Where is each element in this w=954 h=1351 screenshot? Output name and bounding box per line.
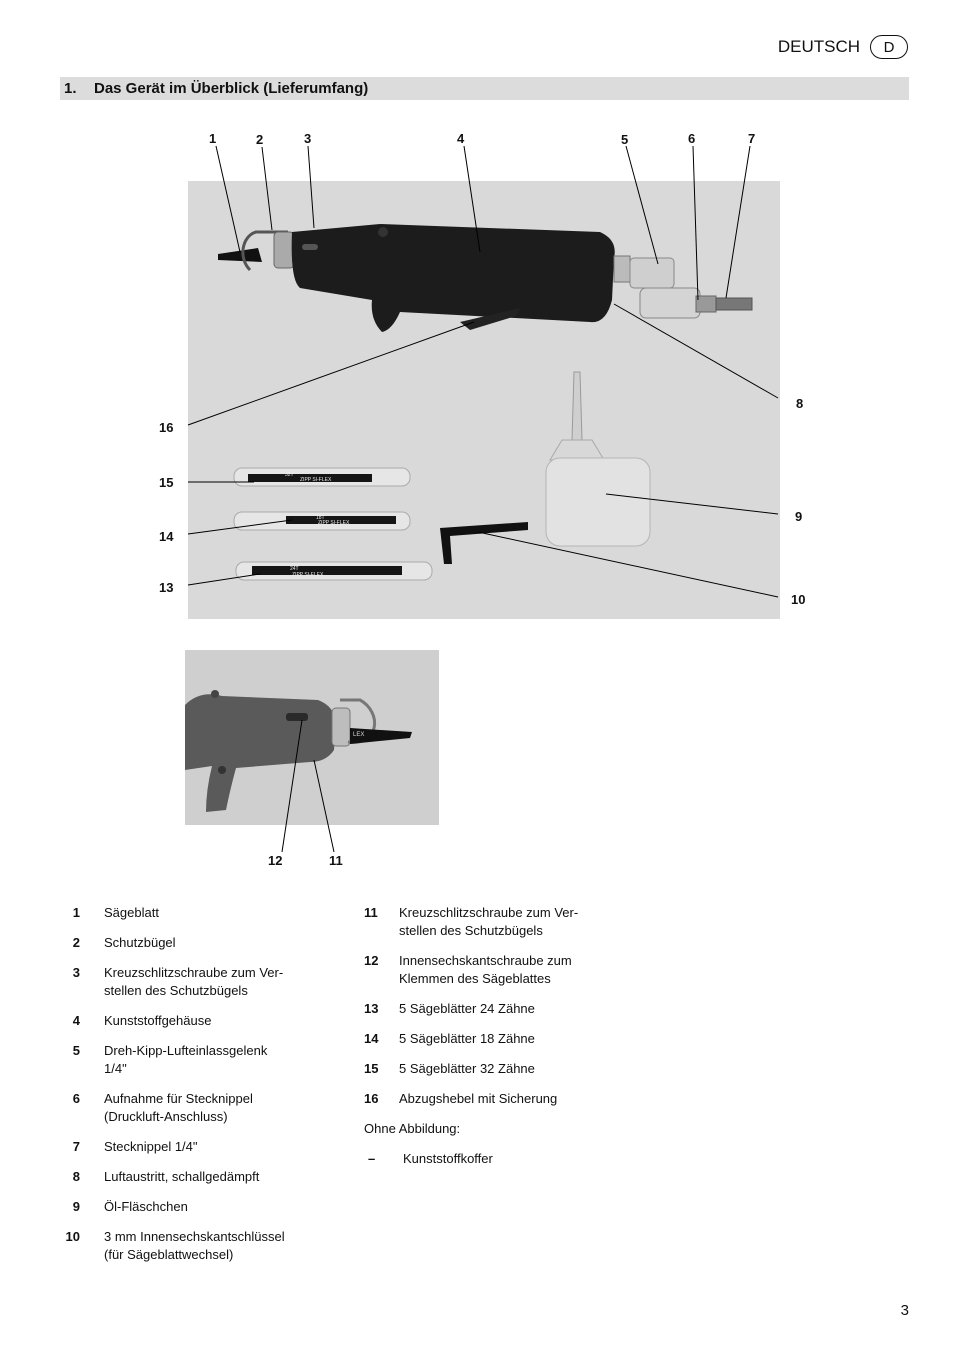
callout-3: 3 [304, 131, 312, 146]
legend-text: Innensechskantschraube zum Klemmen des Sägeblattes [399, 953, 572, 986]
housing-screw [378, 227, 388, 237]
legend-item [36, 1198, 326, 1216]
callout-5: 5 [621, 132, 629, 147]
legend-right [364, 904, 654, 1180]
legend-text: 5 Sägeblätter 32 Zähne [399, 1061, 535, 1076]
callout-14: 14 [159, 529, 174, 544]
legend-item [36, 1042, 326, 1078]
legend-text: Kreuzschlitzschraube zum Ver- stellen des Schutzbügels [104, 965, 284, 998]
legend-number: 8 [72, 1169, 80, 1184]
legend-left [36, 904, 326, 1276]
section-number: 1. [64, 80, 77, 97]
not-shown-dash: – [368, 1151, 376, 1166]
legend-text: Kreuzschlitzschraube zum Ver- stellen des Schutzbügels [399, 905, 579, 938]
detail-screw-slot [286, 713, 308, 721]
legend-number: 7 [72, 1139, 80, 1154]
blade-tube-15 [234, 468, 410, 486]
legend-text: Kunststoffgehäuse [104, 1013, 212, 1028]
legend-text: Abzugshebel mit Sicherung [399, 1091, 558, 1106]
language-label: DEUTSCH [777, 37, 860, 56]
legend-number: 2 [72, 935, 80, 950]
legend-item [36, 904, 326, 922]
legend-number: 6 [72, 1091, 80, 1106]
legend-item [36, 1138, 326, 1156]
legend-text: Sägeblatt [104, 905, 159, 920]
legend-text: Aufnahme für Stecknippel (Druckluft-Anschluss) [104, 1091, 253, 1124]
not-shown-heading-text: Ohne Abbildung: [364, 1121, 461, 1136]
callout-8: 8 [796, 396, 804, 411]
legend-text: 5 Sägeblätter 18 Zähne [399, 1031, 535, 1046]
callout-1: 1 [209, 131, 217, 146]
callout-13: 13 [159, 580, 174, 595]
swivel-joint [630, 258, 674, 288]
blade-label-14a: 18T [316, 515, 325, 521]
legend-number: 16 [364, 1091, 379, 1106]
legend-text: Dreh-Kipp-Lufteinlassgelenk 1/4" [104, 1043, 268, 1076]
legend-number: 14 [364, 1031, 379, 1046]
legend-item [36, 934, 326, 952]
hex-key-shape [440, 522, 528, 564]
legend-text: Luftaustritt, schallgedämpft [104, 1169, 260, 1184]
legend-number: 11 [364, 905, 378, 920]
page-number: 3 [900, 1302, 909, 1319]
callout-10: 10 [791, 592, 806, 607]
legend-item [364, 1000, 654, 1018]
legend-item [364, 1060, 654, 1078]
not-shown-heading [364, 1120, 654, 1138]
callout-2: 2 [256, 132, 264, 147]
legend-text: Öl-Fläschchen [104, 1199, 188, 1214]
oil-bottle-shape [546, 458, 650, 546]
nipple-shape [716, 298, 752, 310]
callout-9: 9 [795, 509, 803, 524]
blade-tube-13 [236, 562, 432, 580]
legend-item [364, 904, 654, 940]
legend-text: Schutzbügel [104, 935, 176, 950]
legend-item [364, 1030, 654, 1048]
legend-item [36, 1168, 326, 1186]
callout-4: 4 [457, 131, 465, 146]
blade-label-15b: ZIPP SI-FLEX [300, 477, 332, 483]
legend-item [36, 964, 326, 1000]
callout-6: 6 [688, 131, 696, 146]
legend-item [36, 1228, 326, 1264]
not-shown-item [364, 1150, 654, 1168]
detail-collar [332, 708, 350, 746]
swivel-body [640, 288, 700, 318]
detail-tool [185, 690, 412, 812]
legend-number: 3 [72, 965, 80, 980]
legend-number: 12 [364, 953, 379, 968]
blade-label-13b: ZIPP SI-FLEX [292, 572, 324, 578]
not-shown-text: Kunststoffkoffer [403, 1151, 493, 1166]
legend-number: 4 [72, 1013, 80, 1028]
legend-item [364, 1090, 654, 1108]
language-badge: D [870, 35, 908, 59]
connector-nut [614, 256, 630, 282]
blade-label-15a: 32T [285, 472, 294, 478]
legend-item [36, 1012, 326, 1030]
blade-label-14b: ZIPP SI-FLEX [318, 520, 350, 526]
legend-item [36, 1090, 326, 1126]
bottle-nozzle [572, 372, 582, 440]
blade-tube-14 [234, 512, 410, 530]
section-title: Das Gerät im Überblick (Lieferumfang) [94, 80, 369, 97]
screw-slot [302, 244, 318, 250]
housing-shape [292, 224, 615, 332]
legend-number: 1 [72, 905, 80, 920]
callout-7: 7 [748, 131, 756, 146]
legend-number: 13 [364, 1001, 379, 1016]
legend-number: 15 [364, 1061, 379, 1076]
callout-15: 15 [159, 475, 174, 490]
coupling-shape [696, 296, 716, 312]
legend-text: 3 mm Innensechskantschlüssel (für Sägeblattwechsel) [104, 1229, 285, 1262]
callout-11: 11 [329, 853, 343, 868]
callout-12: 12 [268, 853, 283, 868]
legend-item [364, 952, 654, 988]
legend-text: Stecknippel 1/4" [104, 1139, 198, 1154]
collar-shape [274, 232, 294, 268]
detail-housing [185, 694, 336, 812]
legend-text: 5 Sägeblätter 24 Zähne [399, 1001, 535, 1016]
callout-16: 16 [159, 420, 174, 435]
legend-number: 5 [72, 1043, 80, 1058]
detail-blade-label: LEX [353, 732, 365, 738]
legend-number: 9 [72, 1199, 80, 1214]
blade-label-13a: 24T [290, 566, 299, 572]
legend-number: 10 [65, 1229, 80, 1244]
